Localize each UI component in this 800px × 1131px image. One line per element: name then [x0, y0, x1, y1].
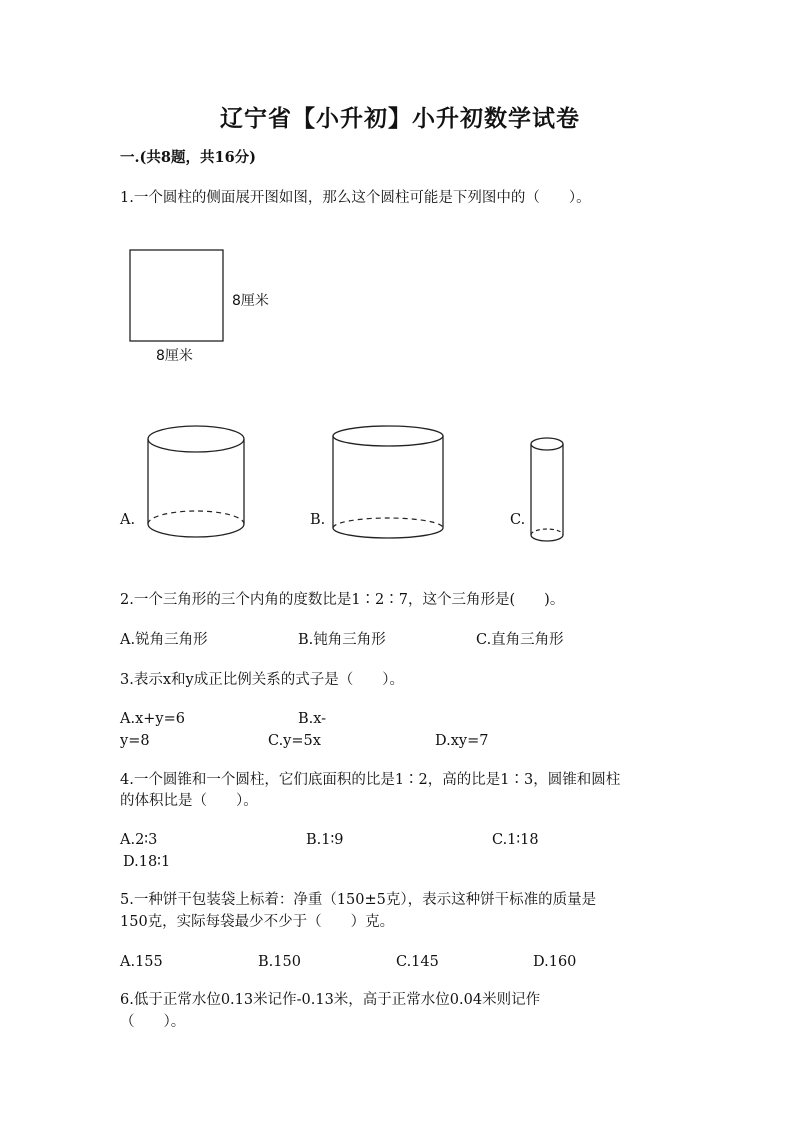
cylinder-a-bottom-back [148, 511, 244, 524]
question-4-stem-line1: 4.一个圆锥和一个圆柱，它们底面积的比是1∶2，高的比是1∶3，圆锥和圆柱 [120, 772, 621, 788]
q2-option-a[interactable]: A.锐角三角形 [120, 632, 208, 648]
q5-option-c[interactable]: C.145 [396, 954, 439, 970]
q3-option-d[interactable]: D.xy=7 [435, 733, 489, 749]
option-a-label[interactable]: A. [120, 512, 136, 528]
cylinder-b[interactable] [331, 424, 449, 542]
exam-title: 辽宁省【小升初】小升初数学试卷 [220, 105, 580, 132]
q4-option-b[interactable]: B.1∶9 [306, 832, 344, 848]
q4-option-a[interactable]: A.2∶3 [120, 832, 158, 848]
question-6-stem-line1: 6.低于正常水位0.13米记作-0.13米，高于正常水位0.04米则记作 [120, 992, 541, 1008]
cylinder-c-bottom-back [531, 529, 563, 535]
question-1-stem: 1.一个圆柱的侧面展开图如图，那么这个圆柱可能是下列图中的（ ）。 [120, 190, 591, 206]
cylinder-a[interactable] [146, 424, 250, 542]
question-5-stem-line1: 5.一种饼干包装袋上标着：净重（150±5克），表示这种饼干标准的质量是 [120, 892, 597, 908]
bottom-length-label: 8厘米 [156, 348, 193, 364]
q3-option-c[interactable]: C.y=5x [268, 733, 321, 749]
option-b-label[interactable]: B. [310, 512, 326, 528]
q5-option-d[interactable]: D.160 [533, 954, 577, 970]
option-c-label[interactable]: C. [510, 512, 526, 528]
q3-option-a[interactable]: A.x+y=6 [120, 711, 185, 727]
question-6-stem-line2: （ ）。 [120, 1014, 186, 1030]
question-5-stem-line2: 150克，实际每袋最少不少于（ ）克。 [120, 914, 395, 930]
unfolded-side-diagram [128, 248, 269, 378]
q5-option-b[interactable]: B.150 [258, 954, 301, 970]
question-4-stem-line2: 的体积比是（ ）。 [120, 793, 258, 809]
q2-option-c[interactable]: C.直角三角形 [476, 632, 564, 648]
question-3-stem: 3.表示x和y成正比例关系的式子是（ ）。 [120, 672, 404, 688]
q5-option-a[interactable]: A.155 [120, 954, 163, 970]
q4-option-d[interactable]: D.18∶1 [123, 854, 171, 870]
cylinder-b-bottom-front [333, 528, 443, 538]
side-square [130, 250, 223, 341]
cylinder-b-bottom-back [333, 518, 443, 528]
cylinder-a-top [148, 426, 244, 452]
cylinder-c-top [531, 438, 563, 450]
q4-option-c[interactable]: C.1∶18 [492, 832, 539, 848]
cylinder-c-bottom-front [531, 535, 563, 541]
side-length-label: 8厘米 [232, 293, 269, 309]
q3-option-b-part1[interactable]: B.x- [298, 711, 327, 727]
cylinder-b-top [333, 426, 443, 446]
q3-option-b-part2[interactable]: y=8 [120, 733, 150, 749]
cylinder-a-bottom-front [148, 524, 244, 537]
q2-option-b[interactable]: B.钝角三角形 [298, 632, 386, 648]
question-2-stem: 2.一个三角形的三个内角的度数比是1∶2∶7，这个三角形是( )。 [120, 592, 565, 608]
section-heading: 一.(共8题，共16分) [120, 149, 257, 166]
cylinder-c[interactable] [529, 436, 567, 546]
